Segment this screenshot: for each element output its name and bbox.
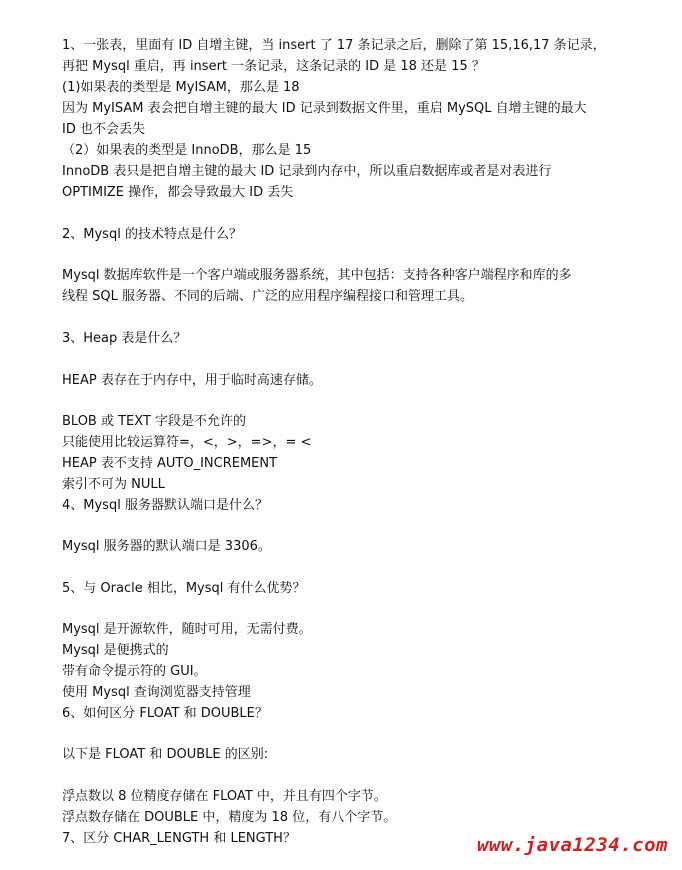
q2-answer-line-2: 线程 SQL 服务器、不同的后端、广泛的应用程序编程接口和管理工具。 [62,289,473,304]
q2-answer-line-1: Mysql 数据库软件是一个客户端或服务器系统，其中包括：支持各种客户端程序和库的多 [62,268,572,283]
q1-answer-line-3: ID 也不会丢失 [62,122,145,137]
site-watermark: www.java1234.com [476,834,668,856]
q3-answer-line-3: 只能使用比较运算符=，<，>，=>，= < [62,435,312,450]
q1-question-line-1: 1、一张表，里面有 ID 自增主键，当 insert 了 17 条记录之后，删除了第 15,16,17 条记录， [62,38,606,53]
q3-answer-line-2: BLOB 或 TEXT 字段是不允许的 [62,414,247,429]
q1-answer-line-4: （2）如果表的类型是 InnoDB，那么是 15 [62,143,312,158]
q6-answer-line-1: 以下是 FLOAT 和 DOUBLE 的区别: [62,747,269,762]
q3-answer-line-1: HEAP 表存在于内存中，用于临时高速存储。 [62,373,322,388]
q6-answer-line-3: 浮点数存储在 DOUBLE 中，精度为 18 位，有八个字节。 [62,810,397,825]
q5-answer-line-2: Mysql 是便携式的 [62,643,169,658]
q1-answer-line-2: 因为 MyISAM 表会把自增主键的最大 ID 记录到数据文件里，重启 MySQL 自增主键的最大 [62,101,587,116]
q6-question: 6、如何区分 FLOAT 和 DOUBLE？ [62,706,268,721]
q1-answer-line-5: InnoDB 表只是把自增主键的最大 ID 记录到内存中，所以重启数据库或者是对表进行 [62,164,552,179]
q5-answer-line-3: 带有命令提示符的 GUI。 [62,664,207,679]
q3-answer-line-5: 索引不可为 NULL [62,477,165,492]
q2-question: 2、Mysql 的技术特点是什么？ [62,227,242,242]
q3-answer-line-4: HEAP 表不支持 AUTO_INCREMENT [62,456,278,471]
q1-answer-line-6: OPTIMIZE 操作，都会导致最大 ID 丢失 [62,185,294,200]
q4-question: 4、Mysql 服务器默认端口是什么？ [62,498,268,513]
q3-question: 3、Heap 表是什么？ [62,331,187,346]
q5-answer-line-4: 使用 Mysql 查询浏览器支持管理 [62,685,251,700]
q6-answer-line-2: 浮点数以 8 位精度存储在 FLOAT 中，并且有四个字节。 [62,789,387,804]
q4-answer: Mysql 服务器的默认端口是 3306。 [62,539,271,554]
q5-answer-line-1: Mysql 是开源软件，随时可用，无需付费。 [62,622,312,637]
q1-answer-line-1: (1)如果表的类型是 MyISAM，那么是 18 [62,80,300,95]
q1-question-line-2: 再把 Mysql 重启，再 insert 一条记录，这条记录的 ID 是 18 还是 15 ？ [62,59,485,74]
q7-question: 7、区分 CHAR_LENGTH 和 LENGTH？ [62,831,296,846]
q5-question: 5、与 Oracle 相比，Mysql 有什么优势？ [62,581,306,596]
